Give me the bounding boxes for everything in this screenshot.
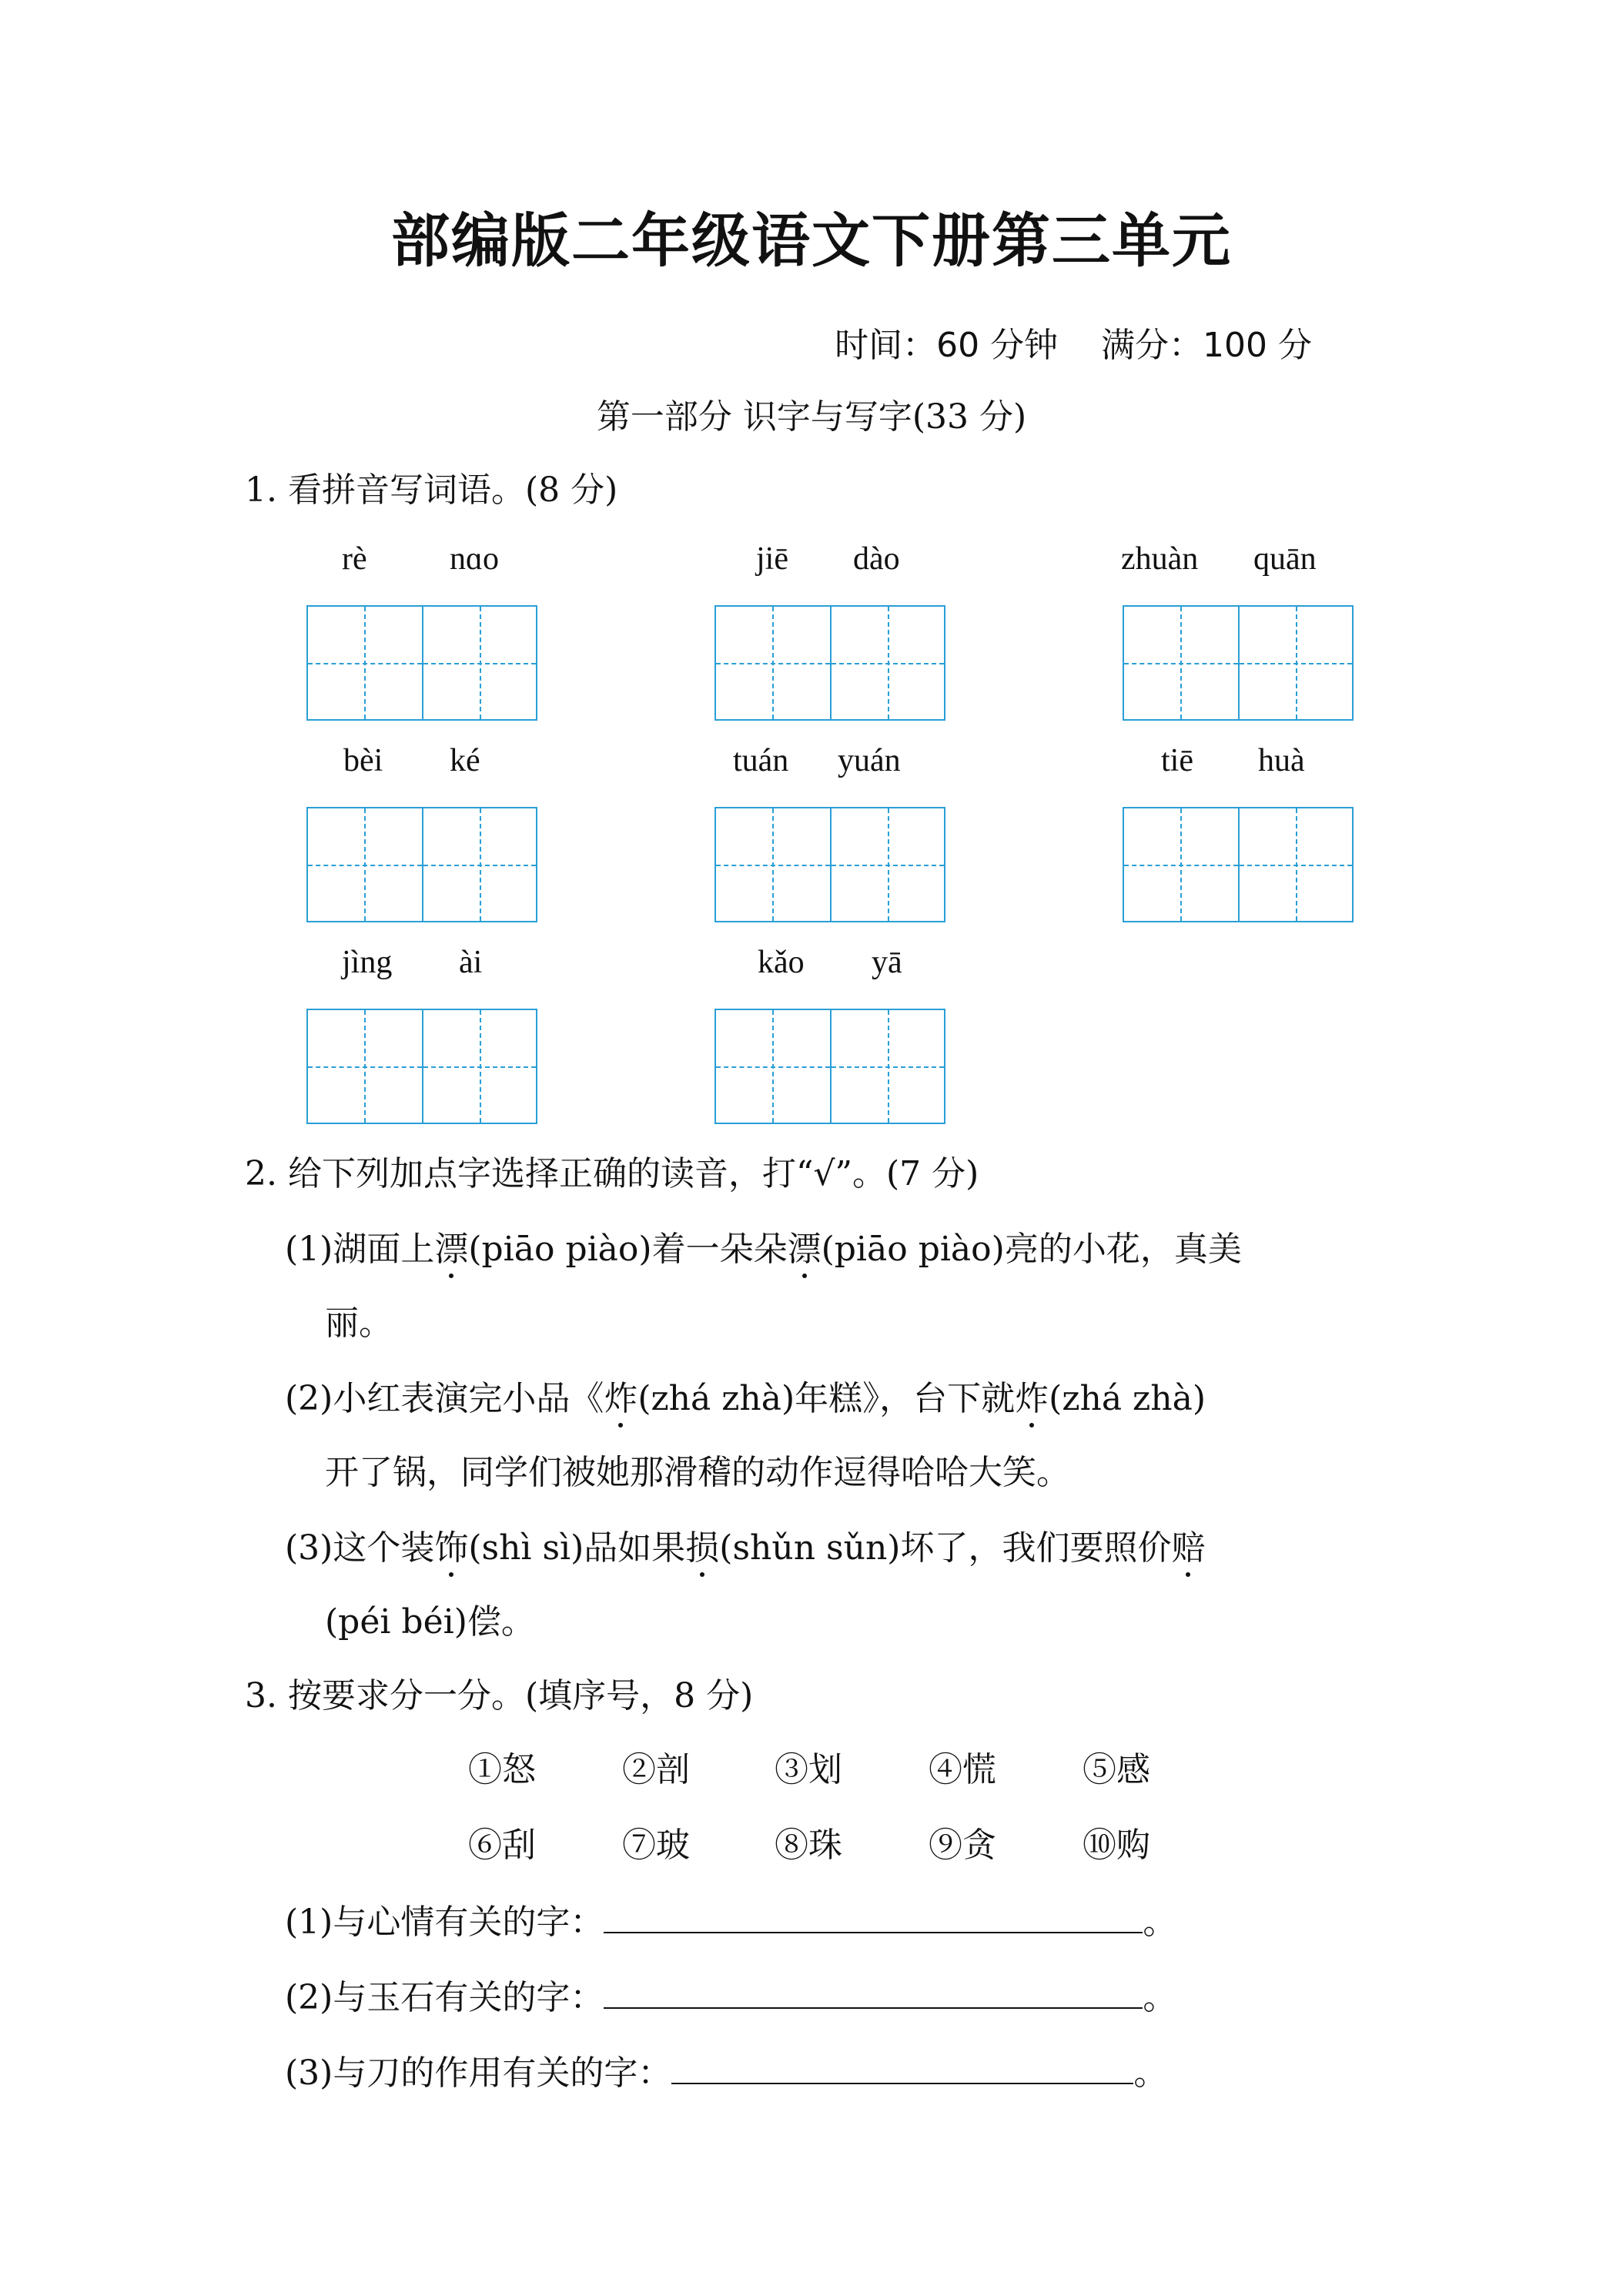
full-score: 满分：100 分: [1101, 326, 1312, 365]
writing-grid[interactable]: [714, 605, 945, 721]
option: ⑤感: [1083, 1750, 1150, 1789]
pinyin: bèi: [343, 743, 383, 778]
q2-sentence-3-cont: (péi béi)偿。: [325, 1602, 535, 1642]
q3-heading: 3. 按要求分一分。(填序号，8 分): [245, 1676, 754, 1715]
dotted-char: 炸: [604, 1371, 637, 1420]
dotted-char: 损: [685, 1520, 719, 1569]
dotted-char: 漂: [788, 1221, 822, 1270]
writing-grid[interactable]: [306, 807, 537, 922]
option: ②剖: [622, 1750, 690, 1789]
time-limit: 时间：60 分钟: [835, 326, 1059, 365]
q2-sentence-2-cont: 开了锅，同学们被她那滑稽的动作逗得哈哈大笑。: [325, 1453, 1070, 1492]
option: ⑨贪: [929, 1826, 996, 1865]
q1-heading: 1. 看拼音写词语。(8 分): [245, 470, 618, 510]
option: ⑩购: [1083, 1826, 1150, 1865]
q2-sentence-3: (3)这个装饰(shì sì)品如果损(shǔn sǔn)坏了，我们要照价赔: [285, 1520, 1205, 1569]
section-heading: 第一部分 识字与写字(33 分): [596, 397, 1027, 437]
q3-blank-2: (2)与玉石有关的字： 。: [285, 1978, 1177, 2017]
option: ①怒: [468, 1750, 536, 1789]
pinyin: nɑo: [450, 541, 499, 577]
pinyin: ké: [450, 743, 480, 778]
pinyin: dào: [853, 541, 900, 577]
q2-sentence-2: (2)小红表演完小品《炸(zhá zhà)年糕》，台下就炸(zhá zhà): [285, 1371, 1206, 1420]
pinyin: kǎo: [758, 945, 805, 980]
answer-line[interactable]: [671, 2052, 1133, 2084]
exam-meta: [835, 317, 1312, 366]
writing-grid[interactable]: [306, 605, 537, 721]
q3-blank-1: (1)与心情有关的字： 。: [285, 1903, 1177, 1942]
dotted-char: 赔: [1171, 1520, 1205, 1569]
q2-sentence-1: (1)湖面上漂(piāo piào)着一朵朵漂(piāo piào)亮的小花，真美: [285, 1221, 1242, 1270]
dotted-char: 炸: [1015, 1371, 1049, 1420]
dotted-char: 饰: [434, 1520, 468, 1569]
answer-line[interactable]: [604, 1976, 1143, 2009]
pinyin: quān: [1253, 541, 1317, 577]
pinyin: tuán: [733, 743, 789, 778]
dotted-char: 漂: [434, 1221, 468, 1270]
pinyin: ài: [459, 945, 483, 980]
writing-grid[interactable]: [1123, 807, 1354, 922]
option: ⑥刮: [468, 1826, 536, 1865]
pinyin: rè: [342, 541, 367, 577]
page-title: 部编版二年级语文下册第三单元: [391, 206, 1232, 275]
pinyin: zhuàn: [1121, 541, 1199, 577]
pinyin: yā: [872, 945, 902, 980]
q2-sentence-1-cont: 丽。: [325, 1304, 393, 1343]
option: ③划: [775, 1750, 842, 1789]
q2-heading: 2. 给下列加点字选择正确的读音，打“√”。(7 分): [245, 1154, 979, 1193]
pinyin: huà: [1258, 743, 1305, 778]
option: ⑧珠: [775, 1826, 842, 1865]
pinyin: yuán: [838, 743, 901, 778]
pinyin: jiē: [756, 541, 788, 577]
writing-grid[interactable]: [714, 1009, 945, 1124]
writing-grid[interactable]: [1123, 605, 1354, 721]
option: ⑦玻: [622, 1826, 690, 1865]
option: ④慌: [929, 1750, 996, 1789]
q3-blank-3: (3)与刀的作用有关的字： 。: [285, 2053, 1168, 2093]
writing-grid[interactable]: [714, 807, 945, 922]
answer-line[interactable]: [604, 1901, 1143, 1933]
pinyin: tiē: [1161, 743, 1193, 778]
writing-grid[interactable]: [306, 1009, 537, 1124]
pinyin: jìng: [342, 945, 393, 980]
